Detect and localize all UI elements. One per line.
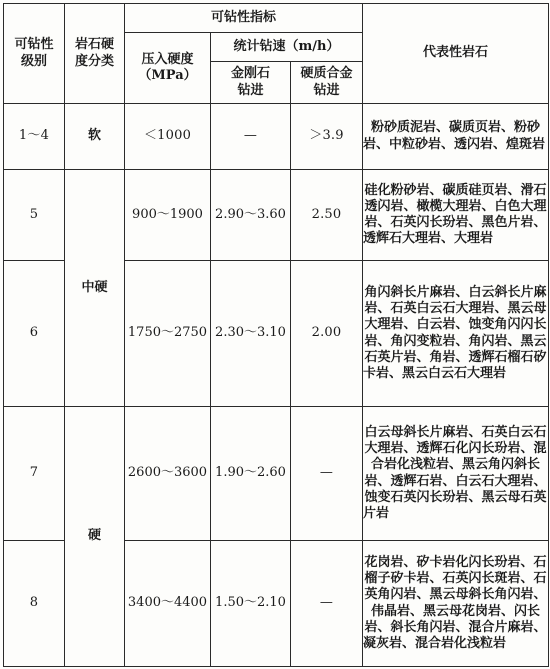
cell-diamond: 1.90～2.60	[211, 407, 291, 541]
table-row	[4, 407, 549, 541]
header-hardness-class: 岩石硬度分类	[65, 4, 125, 104]
cell-indentation: 1750～2750	[125, 261, 211, 407]
cell-rocks: 花岗岩、矽卡岩化闪长玢岩、石榴子矽卡岩、石英闪长斑岩、石英角闪岩、黑云母斜长角闪岩、伟晶岩、黑云母花岗岩、闪长岩、斜长角闪岩、混合片麻岩、凝灰岩、混合岩化浅粒岩	[363, 541, 549, 667]
cell-level: 8	[4, 541, 65, 667]
cell-carbide: 2.00	[291, 261, 363, 407]
header-indentation: 压入硬度（MPa）	[125, 33, 211, 104]
cell-carbide: —	[291, 407, 363, 541]
cell-level: 1～4	[4, 104, 65, 170]
cell-indentation: 900～1900	[125, 170, 211, 261]
cell-level: 7	[4, 407, 65, 541]
cell-carbide: ＞3.9	[291, 104, 363, 170]
table-row	[4, 170, 549, 261]
header-row-1	[4, 4, 549, 33]
cell-diamond: 2.30～3.10	[211, 261, 291, 407]
cell-rocks: 角闪斜长片麻岩、白云斜长片麻岩、石英白云石大理岩、黑云母大理岩、白云岩、蚀变角闪闪长岩、角闪变粒岩、角闪岩、黑云石英片岩、角岩、透辉石榴石矽卡岩、黑云白云石大理岩	[363, 261, 549, 407]
header-indicators: 可钻性指标	[125, 4, 363, 33]
cell-indentation: ＜1000	[125, 104, 211, 170]
header-carbide: 硬质合金钻进	[291, 62, 363, 104]
cell-level: 5	[4, 170, 65, 261]
header-rocks: 代表性岩石	[363, 4, 549, 104]
cell-level: 6	[4, 261, 65, 407]
header-level: 可钻性级别	[4, 4, 65, 104]
table-row	[4, 104, 549, 170]
header-drill-speed: 统计钻速（m/h）	[211, 33, 363, 62]
cell-hardness-class: 软	[65, 104, 125, 170]
cell-indentation: 3400～4400	[125, 541, 211, 667]
cell-hardness-class-hard: 硬	[65, 407, 125, 667]
cell-hardness-class-medium: 中硬	[65, 170, 125, 407]
drillability-table	[3, 3, 549, 667]
cell-diamond: —	[211, 104, 291, 170]
cell-rocks: 粉砂质泥岩、碳质页岩、粉砂岩、中粒砂岩、透闪岩、煌斑岩	[363, 104, 549, 170]
cell-indentation: 2600～3600	[125, 407, 211, 541]
header-diamond: 金刚石钻进	[211, 62, 291, 104]
cell-carbide: —	[291, 541, 363, 667]
cell-rocks: 硅化粉砂岩、碳质硅页岩、滑石透闪岩、橄榄大理岩、白色大理岩、石英闪长玢岩、黑色片岩、透辉石大理岩、大理岩	[363, 170, 549, 261]
cell-diamond: 2.90～3.60	[211, 170, 291, 261]
cell-rocks: 白云母斜长片麻岩、石英白云石大理岩、透辉石化闪长玢岩、混合岩化浅粒岩、黑云角闪斜长岩、透辉石岩、白云石大理岩、蚀变石英闪长玢岩、黑云母石英片岩	[363, 407, 549, 541]
cell-diamond: 1.50～2.10	[211, 541, 291, 667]
cell-carbide: 2.50	[291, 170, 363, 261]
